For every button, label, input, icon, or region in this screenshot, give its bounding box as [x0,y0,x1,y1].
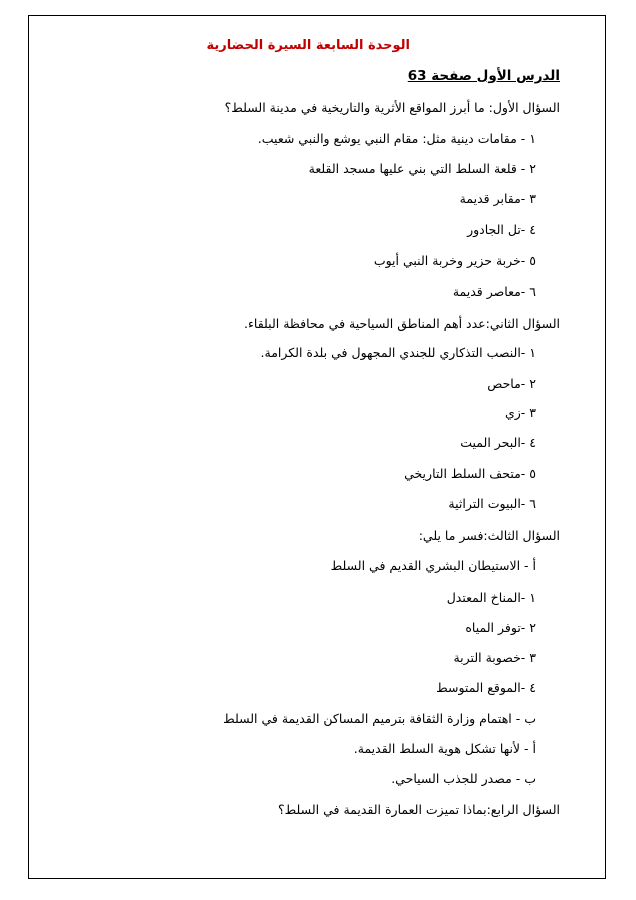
q2-answer-2: ٢ -ماحص [487,376,536,391]
lesson-title: الدرس الأول صفحة 63 [407,68,560,84]
q2-answer-4: ٤ -البحر الميت [460,435,536,450]
q3-b-answer-1: أ - لأنها تشكل هوية السلط القديمة. [353,741,536,756]
q1-answer-1: ١ - مقامات دينية مثل: مقام النبي يوشع والنبي شعيب. [257,131,536,146]
q2-answer-1: ١ -النصب التذكاري للجندي المجهول في بلدة الكرامة. [260,345,536,360]
q3-a-answer-1: ١ -المناخ المعتدل [446,590,536,605]
question-3: السؤال الثالث:فسر ما يلي: [418,528,560,543]
q3-b-answer-2: ب - مصدر للجذب السياحي. [391,771,536,786]
q1-answer-4: ٤ -تل الجادور [467,222,536,237]
q1-answer-6: ٦ -معاصر قديمة [452,284,536,299]
q2-answer-5: ٥ -متحف السلط التاريخي [404,466,536,481]
q3-a-answer-2: ٢ -توفر المياه [465,620,536,635]
q1-answer-2: ٢ - قلعة السلط التي بني عليها مسجد القلعة [308,161,536,176]
unit-title: الوحدة السابعة السيرة الحضارية [206,38,410,53]
q3-a-answer-4: ٤ -الموقع المتوسط [436,680,536,695]
q3-part-a: أ - الاستيطان البشري القديم في السلط [330,558,536,573]
q3-part-b: ب - اهتمام وزارة الثقافة بترميم المساكن القديمة في السلط [223,711,536,726]
q1-answer-3: ٣ -مقابر قديمة [459,191,536,206]
question-1: السؤال الأول: ما أبرز المواقع الأثرية والتاريخية في مدينة السلط؟ [224,100,560,115]
question-4: السؤال الرابع:بماذا تميزت العمارة القديمة في السلط؟ [278,802,560,817]
q2-answer-3: ٣ -زي [504,405,536,420]
q2-answer-6: ٦ -البيوت التراثية [448,496,536,511]
q3-a-answer-3: ٣ -خصوبة التربة [453,650,536,665]
question-2: السؤال الثاني:عدد أهم المناطق السياحية في محافظة البلقاء. [244,316,560,331]
q1-answer-5: ٥ -خربة حزير وخربة النبي أيوب [373,253,536,268]
